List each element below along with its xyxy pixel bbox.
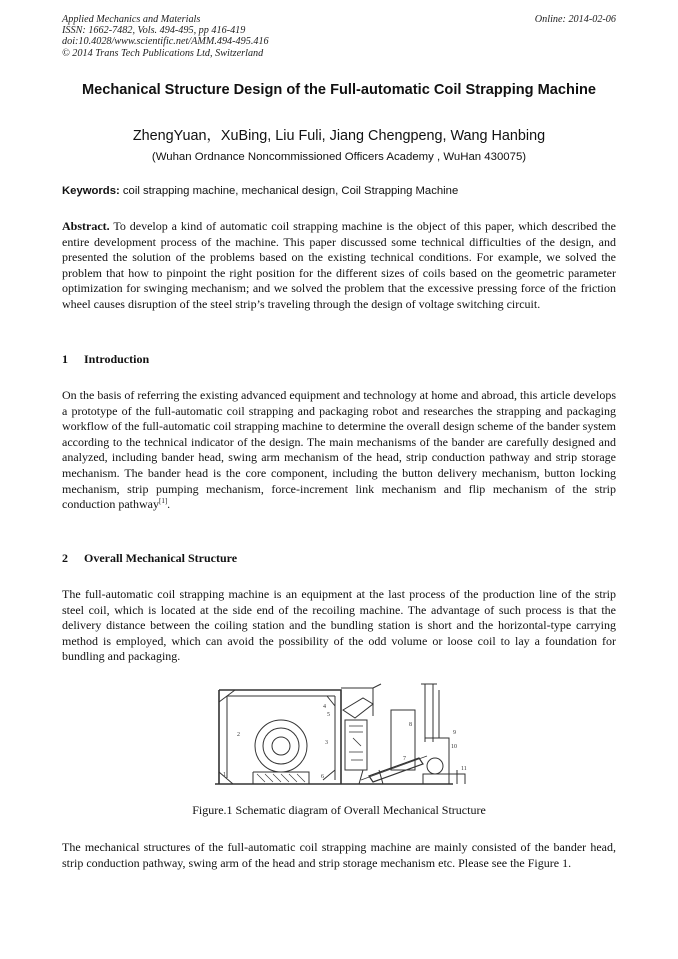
fig-label-11: 11 [461,766,467,772]
overall-structure-paragraph: The full-automatic coil strapping machine is an equipment at the last process of the production line of the strip steel coil, which is located at the side end of the recoiling machine. The advantage of such process is that the delivery distance between the coiling station and the bundling station is short and the horizontal-type carrying method is employed, which can avoid the possibility of the odd volume or loose coil to lay a foundation for bundling and packaging. [62,587,616,664]
introduction-text: On the basis of referring the existing advanced equipment and technology at home and abroad, this article develops a prototype of the full-automatic coil strapping and packaging robot and researches the strapping and packaging workflow of the full-automatic coil strapping machine to determine the overall design scheme of the bander system according to the technical indicator of the design. The main mechanisms of the bander are carefully designed and analyzed, including bander head, swing arm mechanism of the head, strip conduction pathway and strip storage mechanism. The bander head is the core component, including the button delivery mechanism, button locking mechanism, strip pumping mechanism, force-increment link mechanism and flip mechanism of the strip conduction pathway [62,388,616,512]
bander-head-detail [349,726,363,760]
fig-label-8: 8 [409,722,412,728]
abstract-paragraph [62,219,616,313]
cradle-hatch [257,774,305,782]
bander-head-body [345,720,367,770]
citation-ref: [1] [158,497,168,506]
section-number: 1 [62,352,68,366]
right-stand [449,770,465,784]
fig-label-6: 6 [321,774,324,780]
motor-wheel [427,758,443,774]
fig-label-4: 4 [323,704,326,710]
journal-name: Applied Mechanics and Materials [62,14,201,25]
paper-affiliation: (Wuhan Ordnance Noncommissioned Officers Academy , WuHan 430075) [151,151,527,163]
frame-inner-left [227,696,335,780]
upper-frame [341,684,381,716]
introduction-paragraph [62,388,616,513]
keywords-label: Keywords: [62,185,120,197]
figure-caption: Figure.1 Schematic diagram of Overall Mechanical Structure [192,803,486,817]
fig-label-9: 9 [453,730,456,736]
support-leg [359,770,383,784]
paper-title: Mechanical Structure Design of the Full-automatic Coil Strapping Machine [81,82,597,98]
keywords-text: coil strapping machine, mechanical design, Coil Strapping Machine [119,185,459,197]
fig-label-10: 10 [451,744,457,750]
fig-label-1: 1 [223,772,226,778]
journal-copyright: © 2014 Trans Tech Publications Ltd, Switzerland [62,47,264,59]
section-number: 2 [62,551,68,565]
keywords-line [62,185,616,197]
section-heading-introduction [62,352,149,367]
abstract-label: Abstract. [62,219,110,233]
abstract-text: To develop a kind of automatic coil strapping machine is the object of this paper, which described the entire development process of the machine. This paper discussed some technical difficulties of the design, and presented the solution of the problems based on the existing technical conditions. For example, we solved the problem that how to pinpoint the right position for the different sizes of coils based on the geometric parameter optimization for swinging mechanism; and we solved the problem that the excessive pressing force of the friction wheel causes disruption of the steel strip’s traveling through the design of voltage switching circuit. [62,219,616,311]
closing-paragraph: The mechanical structures of the full-automatic coil strapping machine are mainly consisted of the bander head, strip conduction pathway, swing arm of the head and strip storage mechanism etc. Please see the Figure 1. [62,840,616,870]
fig-label-5: 5 [327,712,330,718]
fig-label-3: 3 [325,740,328,746]
storage-post-a [421,684,437,742]
journal-header [62,14,392,59]
introduction-end: . [167,497,171,512]
paper-authors: ZhengYuan，XuBing, Liu Fuli, Jiang Chengpeng, Wang Hanbing [132,128,546,144]
section-heading-overall-structure [62,551,237,566]
swing-arm [343,698,373,718]
section-title: Overall Mechanical Structure [84,551,238,565]
motor-base [423,774,449,784]
storage-post-b [425,690,449,780]
section-title: Introduction [84,352,150,366]
journal-issn: ISSN: 1662-7482, Vols. 494-495, pp 416-419 [62,25,246,37]
strip-pathway-line [361,756,427,780]
fig-label-7: 7 [403,756,406,762]
coil-mid [263,728,299,764]
online-date: Online: 2014-02-06 [534,14,616,25]
fig-label-2: 2 [237,732,240,738]
schematic-figure [213,680,473,800]
journal-doi: doi:10.4028/www.scientific.net/AMM.494-495.416 [62,36,269,48]
coil-inner [272,737,290,755]
